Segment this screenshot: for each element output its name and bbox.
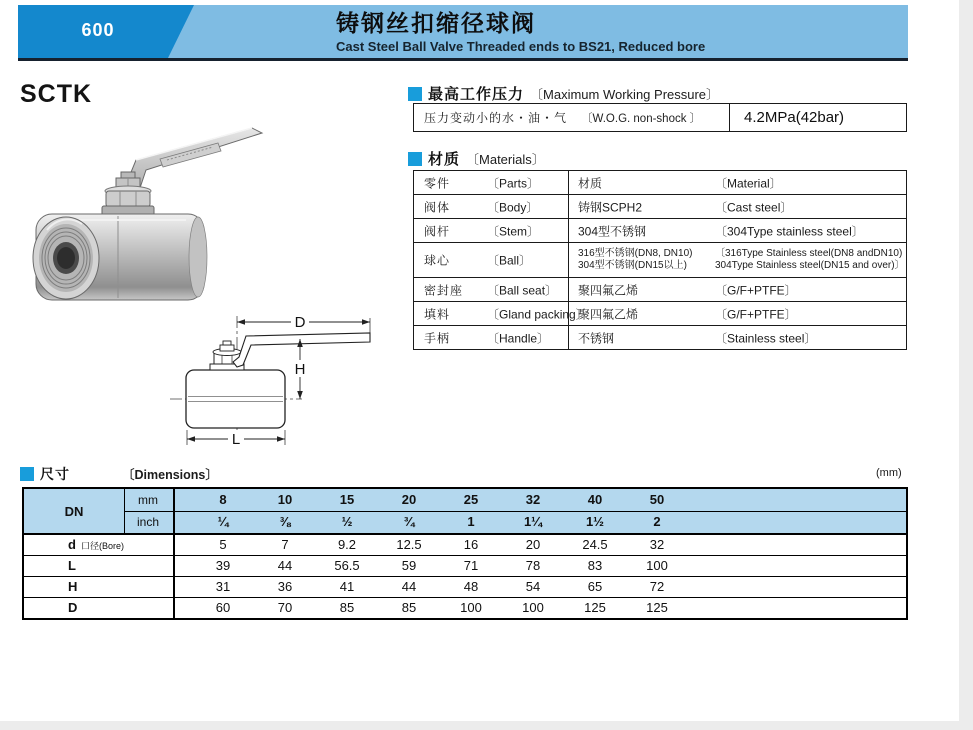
dim-value: 100	[646, 558, 668, 573]
dn-inch-value: ⅜	[279, 514, 291, 529]
material-en: 〔G/F+PTFE〕	[715, 283, 797, 297]
dim-value: 36	[277, 579, 293, 594]
row-label-D: D	[68, 600, 78, 615]
dim-value: 32	[649, 537, 665, 552]
dim-value: 54	[525, 579, 541, 594]
part-name-cn: 填料	[424, 307, 451, 321]
row-label-d: d	[68, 537, 76, 552]
materials-header-row	[414, 171, 906, 195]
part-name-cn: 阀体	[424, 200, 451, 214]
table-row-L	[24, 556, 906, 577]
materials-col-parts-en: 〔Parts〕	[487, 176, 540, 190]
table-row-ball	[414, 243, 906, 278]
table-row-bore	[24, 535, 906, 556]
dim-value: 20	[525, 537, 541, 552]
product-title-cn: 铸钢丝扣缩径球阀	[336, 10, 536, 36]
dim-value: 12.5	[396, 537, 422, 552]
dn-inch-value: ½	[341, 514, 353, 529]
dim-value: 44	[401, 579, 417, 594]
dimensions-title-cn: 尺寸	[40, 466, 70, 482]
dimensions-table	[22, 487, 908, 620]
pressure-value: 4.2MPa(42bar)	[744, 109, 845, 126]
dim-value: 5	[219, 537, 227, 552]
dim-value: 71	[463, 558, 479, 573]
part-name-en: 〔Ball seat〕	[487, 283, 558, 297]
part-name-cn: 密封座	[424, 283, 464, 297]
scan-edge	[959, 0, 973, 730]
materials-col-parts-cn: 零件	[424, 176, 451, 190]
materials-table	[413, 170, 907, 350]
material-en: 〔Stainless steel〕	[715, 331, 817, 345]
dn-inch-values-row	[192, 511, 688, 533]
unit-note: (mm)	[876, 467, 902, 479]
pressure-condition-en: 〔W.O.G. non-shock 〕	[581, 112, 702, 125]
dn-mm-value: 50	[649, 492, 665, 507]
scan-edge	[0, 721, 973, 730]
page-number: 600	[81, 20, 115, 40]
dim-value: 24.5	[582, 537, 608, 552]
material-en: 〔316Type Stainless steel(DN8 andDN10) 304Type Stainless steel(DN15 and over)〕	[715, 248, 905, 271]
banner-underline	[18, 58, 908, 61]
dn-mm-value: 40	[587, 492, 603, 507]
table-row-stem	[414, 219, 906, 243]
table-row-D	[24, 598, 906, 618]
table-row-gland-packing	[414, 302, 906, 326]
banner-titles	[336, 8, 705, 55]
part-name-en: 〔Ball〕	[487, 253, 532, 268]
dn-mm-value: 10	[277, 492, 293, 507]
dn-header-cell: DN	[24, 489, 125, 533]
dim-value: 41	[339, 579, 355, 594]
materials-title-en: 〔Materials〕	[466, 152, 545, 167]
dimension-drawing	[150, 302, 435, 462]
table-row-H	[24, 577, 906, 598]
pressure-title-cn: 最高工作压力	[428, 86, 525, 103]
dim-value: 39	[215, 558, 231, 573]
dim-value: 70	[277, 600, 293, 615]
materials-col-material-en: 〔Material〕	[715, 176, 782, 190]
dn-inch-value: 1	[467, 514, 475, 529]
pressure-title-en: 〔Maximum Working Pressure〕	[530, 87, 720, 102]
dim-value: 125	[584, 600, 606, 615]
dim-value: 56.5	[334, 558, 360, 573]
dim-value: 60	[215, 600, 231, 615]
dn-mm-value: 8	[219, 492, 227, 507]
inch-label-cell: inch	[136, 515, 159, 529]
pressure-table	[413, 103, 907, 132]
dn-inch-value: 1½	[585, 514, 605, 529]
dim-label-d: D	[294, 314, 306, 331]
part-name-cn: 手柄	[424, 331, 451, 345]
mm-label-cell: mm	[138, 493, 158, 507]
material-cn: 聚四氟乙烯	[578, 307, 639, 321]
dim-label-h: H	[294, 361, 306, 378]
dim-value: 31	[215, 579, 231, 594]
table-row-ball-seat	[414, 278, 906, 302]
dim-value: 78	[525, 558, 541, 573]
dim-value: 44	[277, 558, 293, 573]
section-header-pressure	[408, 83, 719, 104]
pressure-value-cell	[730, 104, 906, 131]
dn-mm-value: 20	[401, 492, 417, 507]
material-cn: 铸钢SCPH2	[578, 200, 643, 214]
material-cn: 316型不锈钢(DN8, DN10) 304型不锈钢(DN15以上)	[578, 248, 693, 271]
dim-value: 100	[460, 600, 482, 615]
table-row-handle	[414, 326, 906, 349]
dn-mm-value: 32	[525, 492, 541, 507]
part-name-en: 〔Gland packing〕	[487, 307, 588, 321]
product-title-en: Cast Steel Ball Valve Threaded ends to BS21, Reduced bore	[336, 39, 706, 54]
material-en: 〔304Type stainless steel〕	[715, 224, 864, 238]
section-bullet-icon	[408, 152, 422, 166]
dim-value: 9.2	[337, 537, 357, 552]
row-label-H: H	[68, 579, 78, 594]
dim-value: 7	[281, 537, 289, 552]
material-cn: 304型不锈钢	[578, 224, 647, 238]
dn-mm-values-row	[192, 489, 688, 511]
material-en: 〔G/F+PTFE〕	[715, 307, 797, 321]
dn-inch-value: 2	[653, 514, 661, 529]
material-cn: 聚四氟乙烯	[578, 283, 639, 297]
part-name-cn: 阀杆	[424, 224, 451, 238]
part-name-en: 〔Stem〕	[487, 224, 540, 238]
pressure-condition-cell	[414, 104, 730, 131]
dn-inch-value: ¾	[403, 514, 415, 529]
dim-label-l: L	[231, 431, 241, 448]
dim-value: 85	[401, 600, 417, 615]
row-label-L: L	[68, 558, 76, 573]
dim-value: 83	[587, 558, 603, 573]
dim-value: 65	[587, 579, 603, 594]
materials-title-cn: 材质	[428, 151, 461, 168]
section-bullet-icon	[20, 467, 34, 481]
dim-value: 125	[646, 600, 668, 615]
dimensions-table-header	[24, 489, 906, 535]
material-en: 〔Cast steel〕	[715, 200, 793, 214]
row-label-bore-note: 口径(Bore)	[80, 541, 124, 551]
banner	[18, 5, 908, 58]
dn-mm-value: 15	[339, 492, 355, 507]
part-name-en: 〔Body〕	[487, 200, 539, 214]
material-cn: 不锈钢	[578, 331, 615, 345]
part-name-en: 〔Handle〕	[487, 331, 550, 345]
section-header-dimensions	[20, 464, 218, 484]
part-name-cn: 球心	[424, 253, 451, 268]
dim-value: 16	[463, 537, 479, 552]
pressure-condition-cn: 压力变动小的水・油・气	[424, 111, 568, 125]
dim-value: 85	[339, 600, 355, 615]
dim-value: 48	[463, 579, 479, 594]
product-photo	[22, 102, 267, 302]
section-header-materials	[408, 148, 545, 169]
table-row-body	[414, 195, 906, 219]
dimensions-title-en: 〔Dimensions〕	[122, 468, 218, 482]
table-vertical-divider	[173, 489, 175, 618]
dim-value: 59	[401, 558, 417, 573]
dim-value: 72	[649, 579, 665, 594]
dn-inch-value: 1¼	[523, 514, 543, 529]
section-bullet-icon	[408, 87, 422, 101]
materials-col-material-cn: 材质	[578, 176, 603, 190]
dn-mm-value: 25	[463, 492, 479, 507]
dim-value: 100	[522, 600, 544, 615]
dn-inch-value: ¼	[217, 514, 229, 529]
product-code: SCTK	[20, 80, 93, 108]
